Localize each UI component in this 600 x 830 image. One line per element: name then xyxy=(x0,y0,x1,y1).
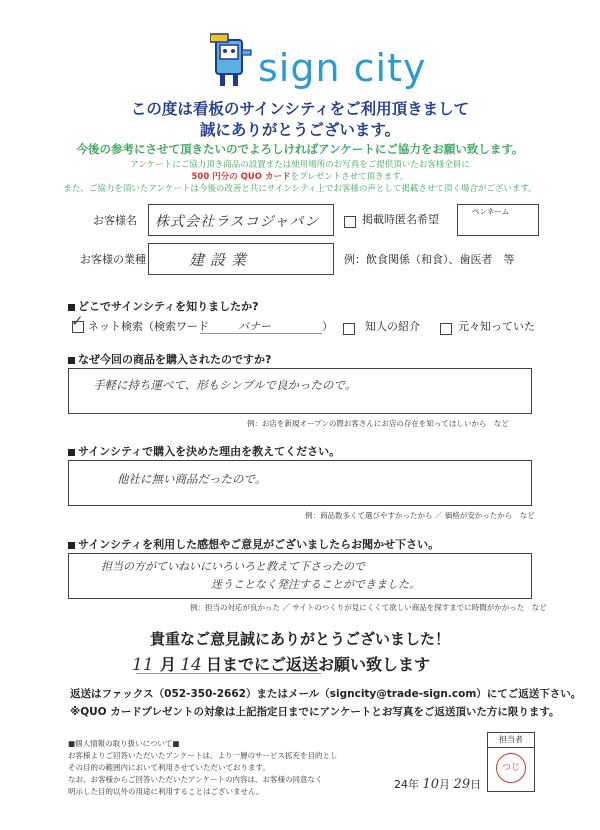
q1-title: どこでサインシティを知りましたか? xyxy=(68,298,258,314)
staff-label: 担当者 xyxy=(488,733,534,748)
anonymous-checkbox[interactable] xyxy=(344,213,356,232)
q3-title: サインシティで購入を決めた理由を教えてください。 xyxy=(68,443,340,459)
industry-example: 例：飲食関係（和食）、歯医者 等 xyxy=(344,253,515,266)
thanks-message: 貴重なご意見誠にありがとうございました！ xyxy=(149,630,450,648)
penname-field[interactable] xyxy=(457,204,539,236)
logo-mascot-icon xyxy=(210,32,256,90)
q2-answer-value: 手軽に持ち運べて、形もシンプルで良かったので。 xyxy=(93,378,357,392)
brand-logo-text: sign city xyxy=(258,46,427,90)
privacy-title: ■個人情報の取り扱いについて■ xyxy=(68,739,180,748)
customer-name-value: 株式会社ラスコジャパン xyxy=(155,214,320,230)
staff-seal: つじ xyxy=(496,753,526,783)
q1-search-word-value: バナー xyxy=(238,320,271,333)
quo-info: ※QUO カードプレゼントの対象は上記指定日までにアンケートとお写真をご返送頂いた方に限ります。 xyxy=(70,706,560,718)
q1-referral-label: 知人の紹介 xyxy=(365,320,420,333)
headline-line2: 誠にありがとうございます。 xyxy=(199,121,401,139)
q3-answer-field[interactable] xyxy=(68,460,532,506)
q4-title: サインシティを利用した感想やご意見がございましたらお聞かせ下さい。 xyxy=(68,536,439,552)
q2-example: 例：お店を新規オープンの際お客さんにお店の存在を知ってほしいから など xyxy=(247,419,509,428)
anonymous-label: 掲載時匿名希望 xyxy=(362,213,439,226)
survey-request: 今後の参考にさせて頂きたいのでよろしければアンケートにご協力をお願い致します。 xyxy=(76,142,524,156)
industry-value: 建設業 xyxy=(189,251,253,269)
deadline-day-value: 14 xyxy=(180,655,202,675)
date-day-unit: 日 xyxy=(470,778,482,791)
deadline-month-unit: 月 xyxy=(160,655,177,674)
q2-answer-field[interactable] xyxy=(68,368,532,414)
deadline-row xyxy=(132,652,430,675)
q4-answer-line1: 担当の方がていねいにいろいろと教えて下さったので xyxy=(101,560,365,573)
deadline-month-value: 11 xyxy=(132,655,154,675)
penname-label: ペンネーム xyxy=(472,207,510,216)
deadline-underline xyxy=(136,673,321,674)
q4-example: 例：担当の対応が良かった ／ サイトのつくりが見にくくて欲しい商品を探すまでに時間がかかった など xyxy=(190,603,547,612)
privacy-line3: なお、お客様からご回答いただいたアンケートの内容は、お客様の同意なく xyxy=(68,775,323,784)
date-month-unit: 月 xyxy=(439,778,451,791)
search-word-line xyxy=(200,333,322,334)
date-row xyxy=(394,776,481,792)
industry-label: お客様の業種 xyxy=(80,253,146,266)
q1-net-search-label: ネット検索（検索ワード xyxy=(88,320,209,333)
staff-stamp-box xyxy=(487,732,535,792)
customer-name-label: お客様名 xyxy=(93,214,137,227)
q1-referral-checkbox[interactable] xyxy=(343,320,355,339)
headline-line1: この度は看板のサインシティをご利用頂きまして xyxy=(130,100,470,118)
note-line2 xyxy=(0,170,600,182)
date-month: 10 xyxy=(422,777,440,792)
privacy-line4: 明示した目的以外の用途に利用することはございません。 xyxy=(68,787,264,796)
q1-known-label: 元々知っていた xyxy=(458,320,535,333)
quo-card-highlight: 500 円分の QUO カード xyxy=(191,172,291,182)
industry-field[interactable] xyxy=(148,243,334,275)
note-line1: アンケートにご協力頂き商品の設置または使用場所のお写真をご提供頂いたお客様全員に xyxy=(130,160,470,170)
q4-answer-field[interactable] xyxy=(68,553,532,599)
privacy-line1: お客様よりご回答いただいたアンケートは、より一層のサービス拡充を目的とし xyxy=(68,751,338,760)
date-year-unit: 年 xyxy=(408,778,419,791)
q1-paren-close: ） xyxy=(322,320,333,333)
note-line2-rest: をプレゼントさせて頂きます。 xyxy=(290,172,409,182)
return-info: 返送はファックス（052-350-2662）またはメール（signcity@trade-sign.com）にてご返送下さい。 xyxy=(70,688,582,700)
customer-name-field[interactable] xyxy=(148,204,334,236)
note-line3: また、ご協力を頂いたアンケートは今後の改善と共にサインシティ上でお客様の声として掲載させて頂く場合がございます。 xyxy=(63,184,537,194)
deadline-text: 日までにご返送お願い致します xyxy=(206,655,431,674)
privacy-line2: その目的の範囲内において利用させていただいております。 xyxy=(68,763,270,772)
q4-answer-line2: 迷うことなく発注することができました。 xyxy=(211,578,420,591)
q1-net-search-checkbox[interactable] xyxy=(71,312,84,337)
q1-known-checkbox[interactable] xyxy=(440,320,452,339)
check-mark-icon: ✓ xyxy=(71,312,84,330)
q2-title: なぜ今回の商品を購入されたのですか? xyxy=(68,351,271,367)
q3-example: 例：商品数多くて選びやすかったから ／ 価格が安かったから など xyxy=(305,511,535,520)
date-year: 24 xyxy=(394,778,408,791)
date-day: 29 xyxy=(453,777,471,792)
q3-answer-value: 他社に無い商品だったので。 xyxy=(117,472,267,486)
